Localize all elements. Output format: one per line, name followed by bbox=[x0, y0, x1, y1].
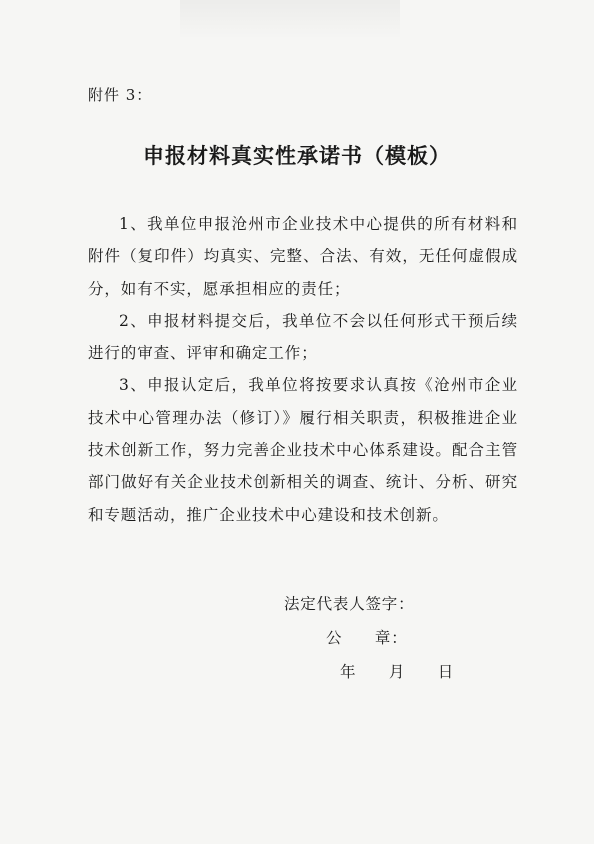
scan-artifact bbox=[180, 0, 400, 40]
document-title: 申报材料真实性承诺书（模板） bbox=[143, 143, 451, 168]
paragraph-1: 1、我单位申报沧州市企业技术中心提供的所有材料和附件（复印件）均真实、完整、合法、有效，无任何虚假成分，如有不实，愿承担相应的责任； bbox=[88, 215, 518, 298]
legal-rep-signature-label: 法定代表人签字： bbox=[284, 595, 415, 613]
date-label: 年 月 日 bbox=[340, 663, 455, 681]
paragraph-2: 2、申报材料提交后，我单位不会以任何形式干预后续进行的审查、评审和确定工作； bbox=[88, 311, 518, 363]
paragraph-3: 3、申报认定后，我单位将按要求认真按《沧州市企业技术中心管理办法（修订）》履行相关职责，积极推进企业技术创新工作，努力完善企业技术中心体系建设。配合主管部门做好有关企业技术创新相关的调查、统计、分析、研究和专题活动，推广企业技术中心建设和技术创新。 bbox=[88, 376, 518, 524]
seal-label: 公 章： bbox=[326, 629, 408, 647]
attachment-label: 附件 3： bbox=[88, 86, 153, 104]
document-body bbox=[88, 208, 518, 531]
